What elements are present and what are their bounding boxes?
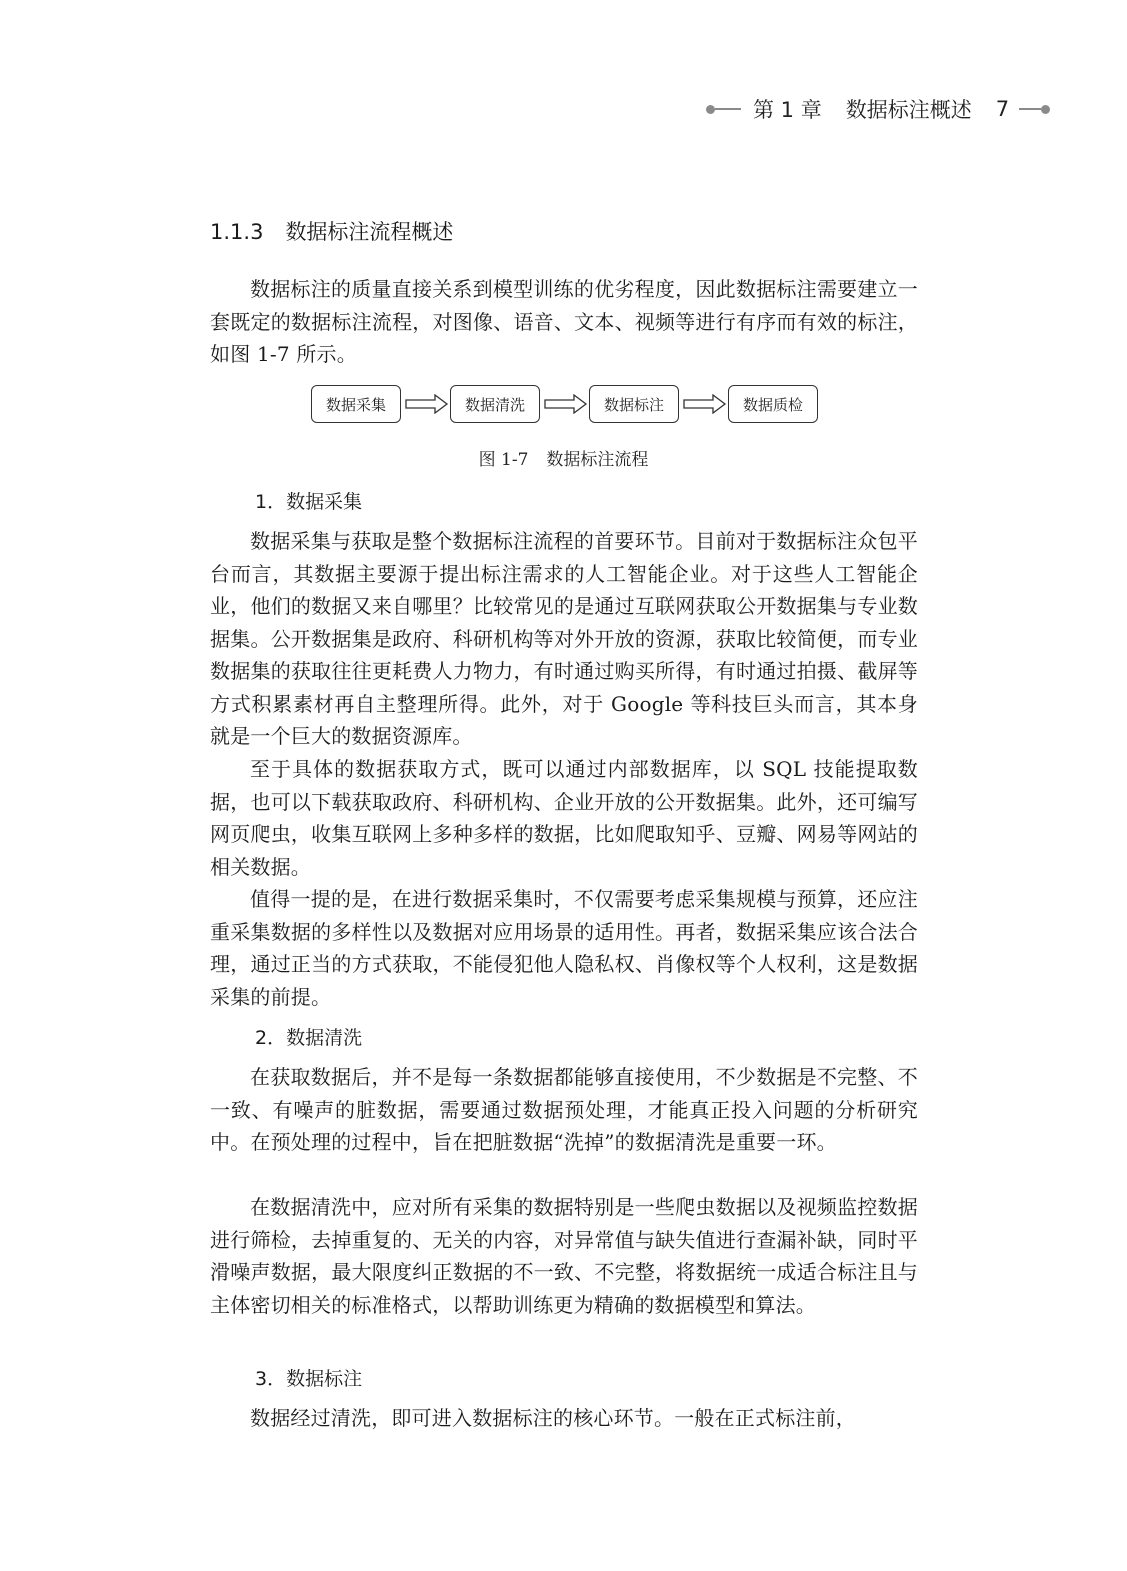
flow-step-collect: 数据采集 (311, 385, 401, 423)
section-title: 数据标注流程概述 (285, 220, 454, 244)
paragraph: 数据采集与获取是整个数据标注流程的首要环节。目前对于数据标注众包平台而言，其数据主要源于提出标注需求的人工智能企业。对于这些人工智能企业，他们的数据又来自哪里？比较常见的是通过互联网获取公开数据集与专业数据集。公开数据集是政府、科研机构等对外开放的资源，获取比较简便，而专业数据集的获取往往更耗费人力物力，有时通过购买所得，有时通过拍摄、截屏等方式积累素材再自主整理所得。此外，对于 Google 等科技巨头而言，其本身就是一个巨大的数据资源库。 (210, 529, 918, 748)
paragraph: 数据经过清洗，即可进入数据标注的核心环节。一般在正式标注前， (250, 1406, 856, 1430)
section-number: 1.1.3 (210, 220, 264, 244)
figure-number: 图 1-7 (478, 450, 529, 470)
flow-arrow-icon (544, 394, 588, 414)
process-flow-diagram (311, 385, 821, 425)
subsection-heading: 1．数据采集 (255, 491, 363, 513)
header-left-rule (715, 108, 741, 110)
header-right-rule (1019, 108, 1041, 110)
section-heading (210, 216, 453, 246)
figure-caption (0, 445, 1127, 470)
figure-caption-text: 数据标注流程 (546, 450, 649, 470)
page-number: 7 (995, 97, 1010, 121)
flow-step-label: 数据标注 (589, 385, 679, 423)
subsection-heading: 3．数据标注 (255, 1368, 363, 1390)
intro-paragraph: 数据标注的质量直接关系到模型训练的优劣程度，因此数据标注需要建立一套既定的数据标注流程，对图像、语音、文本、视频等进行有序而有效的标注，如图 1-7 所示。 (210, 277, 918, 366)
header-chapter: 第 1 章 (753, 98, 822, 122)
flow-arrow-icon (405, 394, 449, 414)
header-right-dot (1041, 105, 1050, 114)
subsection-heading: 2．数据清洗 (255, 1027, 363, 1049)
flow-step-qa: 数据质检 (728, 385, 818, 423)
flow-step-clean: 数据清洗 (450, 385, 540, 423)
running-header (706, 92, 1051, 126)
paragraph: 至于具体的数据获取方式，既可以通过内部数据库，以 SQL 技能提取数据，也可以下载获取政府、科研机构、企业开放的公开数据集。此外，还可编写网页爬虫，收集互联网上多种多样的数据，比如爬取知乎、豆瓣、网易等网站的相关数据。 (210, 757, 918, 879)
paragraph: 在获取数据后，并不是每一条数据都能够直接使用，不少数据是不完整、不一致、有噪声的脏数据，需要通过数据预处理，才能真正投入问题的分析研究中。在预处理的过程中，旨在把脏数据“洗掉”的数据清洗是重要一环。 (210, 1065, 918, 1154)
flow-arrow-icon (683, 394, 727, 414)
header-chapter-title: 数据标注概述 (845, 98, 972, 122)
paragraph: 值得一提的是，在进行数据采集时，不仅需要考虑采集规模与预算，还应注重采集数据的多样性以及数据对应用场景的适用性。再者，数据采集应该合法合理，通过正当的方式获取，不能侵犯他人隐私权、肖像权等个人权利，这是数据采集的前提。 (210, 887, 918, 1009)
paragraph: 在数据清洗中，应对所有采集的数据特别是一些爬虫数据以及视频监控数据进行筛检，去掉重复的、无关的内容，对异常值与缺失值进行查漏补缺，同时平滑噪声数据，最大限度纠正数据的不一致、不完整，将数据统一成适合标注且与主体密切相关的标准格式，以帮助训练更为精确的数据模型和算法。 (210, 1195, 918, 1317)
header-left-dot (706, 105, 715, 114)
